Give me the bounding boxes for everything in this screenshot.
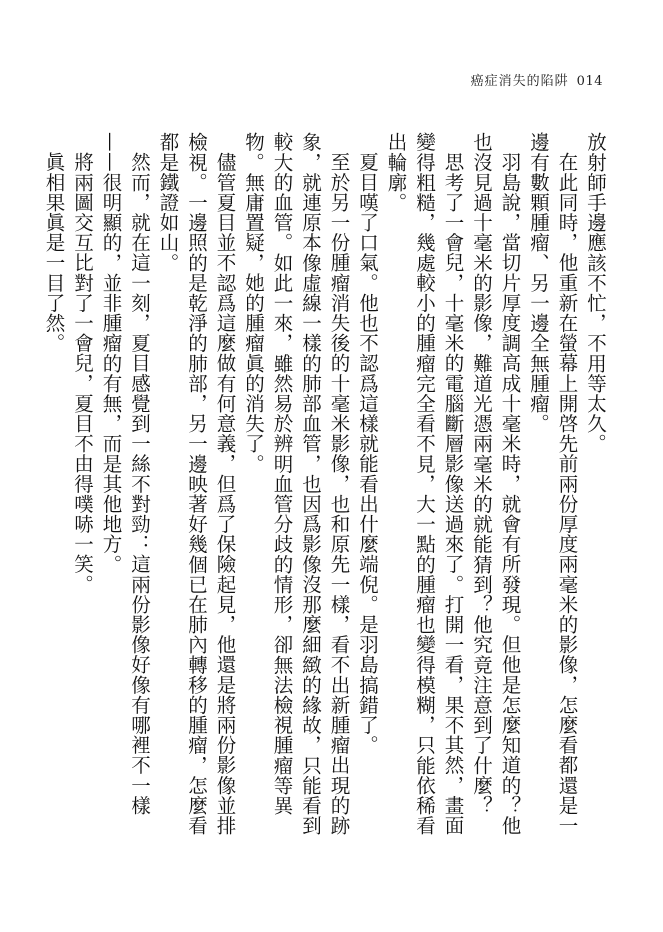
paragraph: 思考了一會兒，十毫米的電腦斷層影像送過來了。打開一看，果不其然，畫面變得粗糙，幾處較小的腫瘤完全看不見，大一點的腫瘤也變得模糊，只能依稀看出輪廓。	[384, 132, 465, 836]
paragraph: 儘管夏目並不認爲這麼做有何意義，但爲了保險起見，他還是將兩份影像並排檢視。一邊照的是乾淨的肺部，另一邊映著好幾個已在肺內轉移的腫瘤，怎麼看都是鐵證如山。	[156, 132, 237, 836]
page-number: 014	[576, 74, 603, 89]
paragraph: 夏目嘆了口氣。他也不認爲這樣就能看出什麼端倪。是羽島搞錯了。	[356, 151, 379, 755]
paragraph: 將兩圖交互比對了一會兒，夏目不由得噗哧一笑。	[71, 151, 94, 594]
paragraph: 至於另一份腫瘤消失後的十毫米影像，也和原先一樣，看不出新腫瘤出現的跡象，就連原本像虛線一樣的肺部血管，也因爲影像沒那麼細緻的緣故，只能看到較大的血管。如此一來，雖然易於辨明血管分歧的情形，卻無法檢視腫瘤等異物。無庸置疑，她的腫瘤眞的消失了。	[242, 132, 351, 836]
body-text	[42, 132, 609, 852]
paragraph: 在此同時，他重新在螢幕上開啓先前兩份厚度兩毫米的影像，怎麼看都還是一邊有數顆腫瘤、另一邊全無腫瘤。	[527, 132, 579, 835]
paragraph: 眞相果眞是一目了然。	[42, 151, 66, 353]
running-header	[471, 70, 603, 89]
running-title: 癌症消失的陷阱	[470, 74, 569, 89]
paragraph: 放射師手邊應該不忙，不用等太久。	[584, 132, 607, 454]
paragraph: 羽島說，當切片厚度調高成十毫米時，就會有所發現。但他是怎麼知道的？他也沒見過十毫米的影像，難道光憑兩毫米的就能猜到？他究竟注意到了什麼？	[470, 132, 522, 835]
paragraph: 然而，就在這一刻，夏目感覺到一絲不對勁：這兩份影像好像有哪裡不一樣——很明顯的，並非腫瘤的有無，而是其他地方。	[99, 132, 151, 815]
